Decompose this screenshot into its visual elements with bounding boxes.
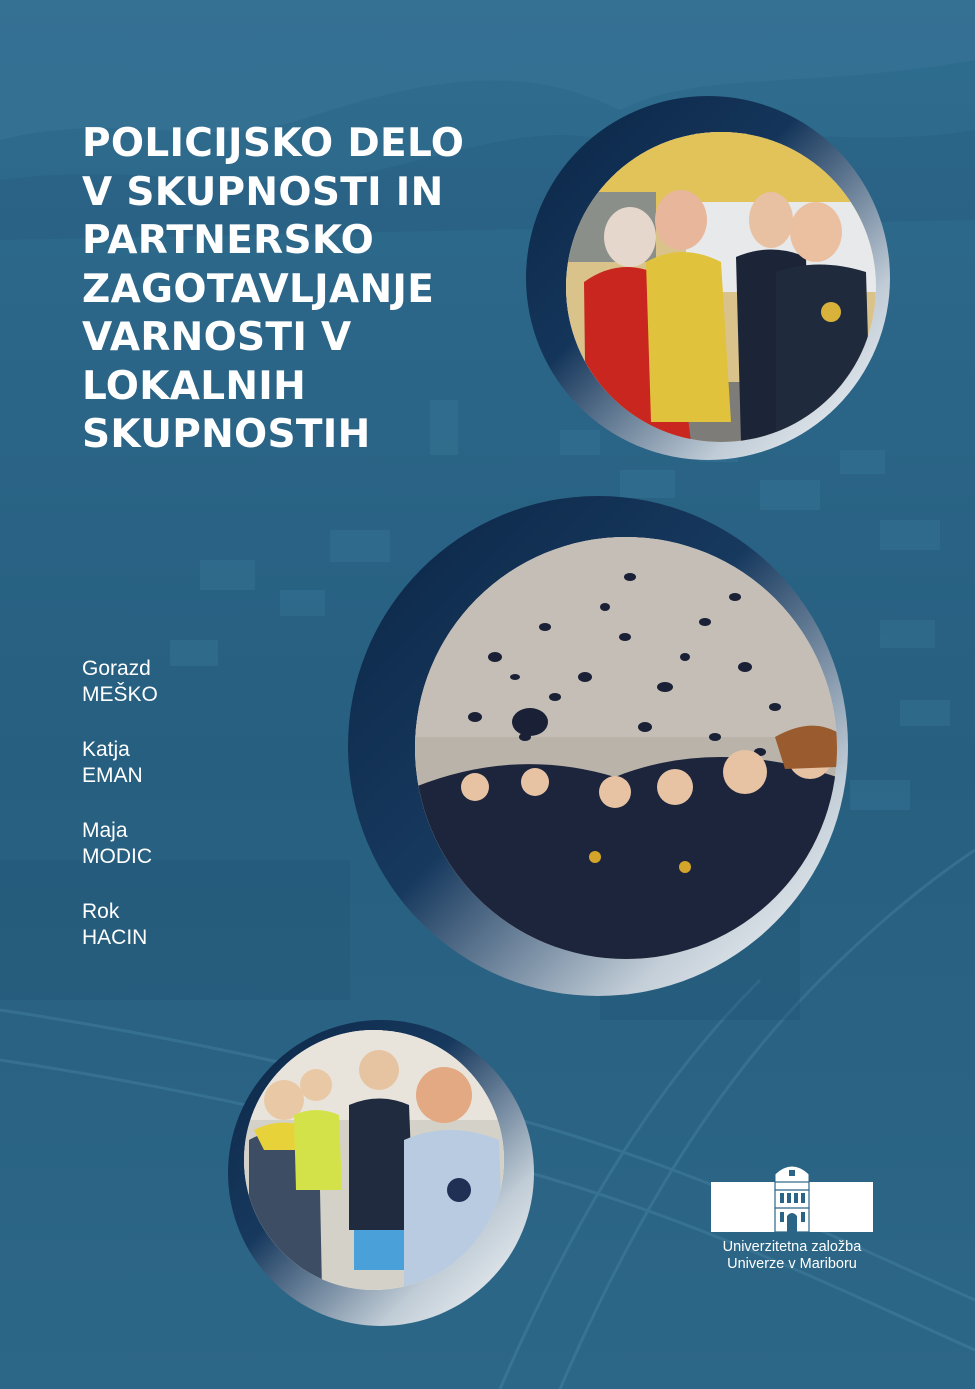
publisher-line: Univerze v Mariboru [727,1256,857,1272]
title-line: V SKUPNOSTI IN [82,169,444,215]
title-line: SKUPNOSTIH [82,412,371,457]
author-first-name: Gorazd [82,657,151,680]
publisher-line: Univerzitetna založba [722,1239,862,1255]
author-last-name: EMAN [82,764,143,787]
book-title [82,120,552,460]
community-police-photo [566,132,876,442]
author-first-name: Maja [82,819,128,842]
title-line: POLICIJSKO DELO [82,121,465,166]
logo-badge [711,1160,873,1235]
university-building-icon [711,1160,873,1235]
publisher-name [711,1239,873,1273]
author-first-name: Rok [82,900,120,923]
graduation-caps-photo [415,537,837,959]
police-with-children-photo [244,1030,504,1290]
author-last-name: MODIC [82,845,152,868]
title-line: LOKALNIH [82,363,307,409]
author [82,737,158,789]
publisher-logo [711,1160,873,1273]
author-list [82,656,158,980]
author [82,899,158,951]
author-last-name: HACIN [82,926,148,949]
author-last-name: MEŠKO [82,683,158,706]
title-line: PARTNERSKO [82,218,375,263]
title-line: VARNOSTI V [82,315,352,360]
author [82,818,158,870]
author [82,656,158,708]
title-line: ZAGOTAVLJANJE [82,266,435,312]
author-first-name: Katja [82,738,130,761]
